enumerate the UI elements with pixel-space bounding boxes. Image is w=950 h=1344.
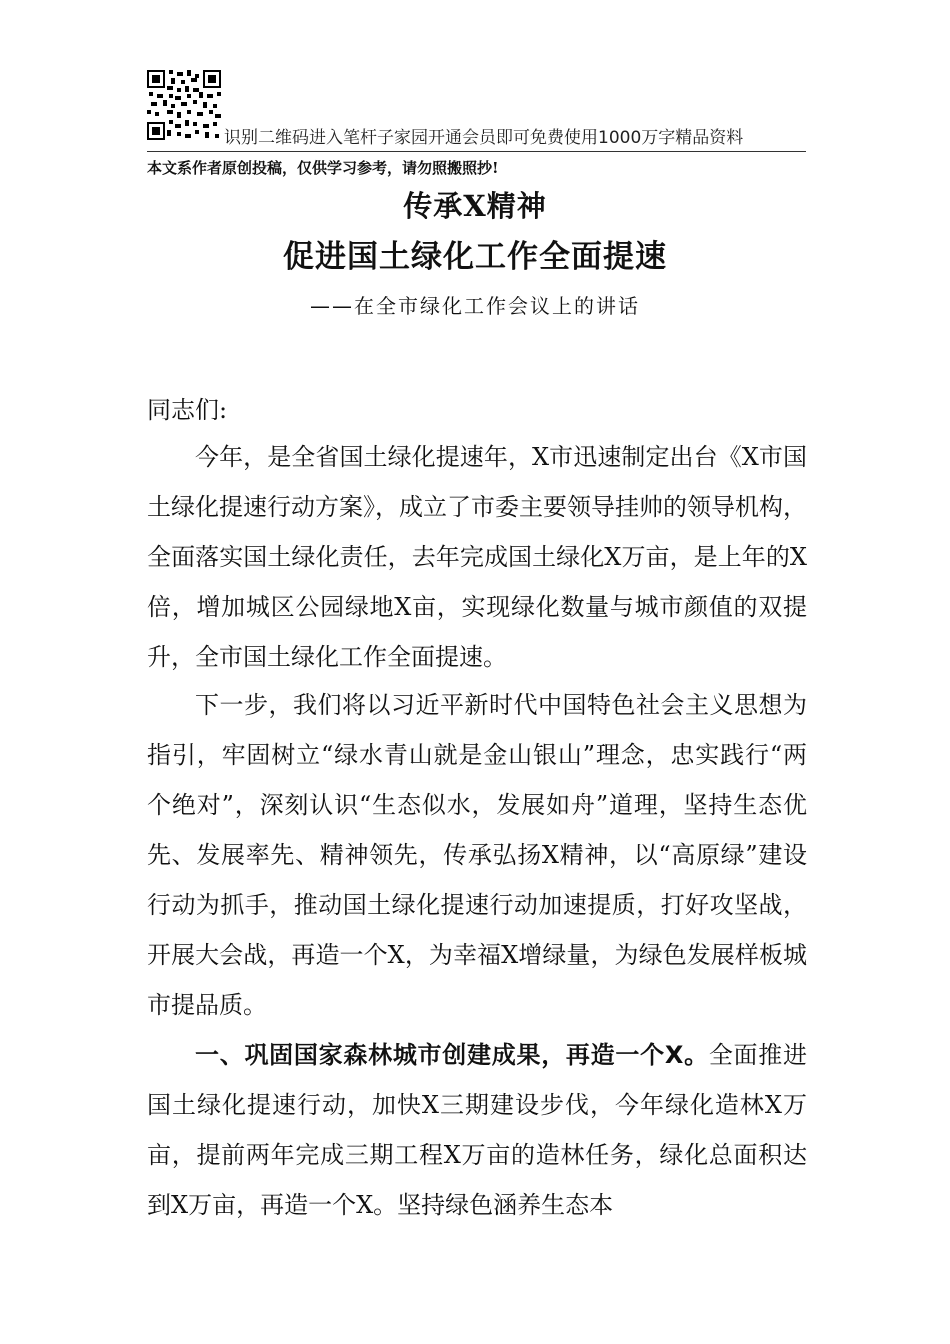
title-line-2: 促进国土绿化工作全面提速	[283, 239, 667, 275]
paragraph-2: 下一步，我们将以习近平新时代中国特色社会主义思想为指引，牢固树立“绿水青山就是金山银山”理念，忠实践行“两个绝对”，深刻认识“生态似水，发展如舟”道理，坚持生态优先、发展率先、精神领先，传承弘扬X精神，以“高原绿”建设行动为抓手，推动国土绿化提速行动加速提质，打好攻坚战，开展大会战，再造一个X，为幸福X增绿量，为绿色发展样板城市提品质。	[147, 691, 807, 1019]
greeting: 同志们:	[147, 396, 228, 424]
qr-code-icon	[147, 70, 221, 140]
paragraph-2-block	[147, 680, 807, 1030]
subtitle: ——在全市绿化工作会议上的讲话	[310, 294, 640, 318]
section-1-paragraph	[147, 1030, 807, 1230]
section-1-heading: 一、巩固国家森林城市创建成果，再造一个X。	[195, 1041, 709, 1069]
header-note: 识别二维码进入笔杆子家园开通会员即可免费使用1000万字精品资料	[224, 128, 744, 148]
section-1-block	[147, 1030, 807, 1230]
title-line-1: 传承X精神	[403, 189, 547, 223]
paragraph-1-block	[147, 432, 807, 682]
section-1-text: 全面推进国土绿化提速行动，加快X三期建设步伐，今年绿化造林X万亩，提前两年完成三期工程X万亩的造林任务，绿化总面积达到X万亩，再造一个X。坚持绿色涵养生态本	[147, 1041, 807, 1219]
copyright-notice: 本文系作者原创投稿，仅供学习参考，请勿照搬照抄!	[147, 159, 499, 177]
paragraph-1: 今年，是全省国土绿化提速年，X市迅速制定出台《X市国土绿化提速行动方案》，成立了市委主要领导挂帅的领导机构，全面落实国土绿化责任，去年完成国土绿化X万亩，是上年的X倍，增加城区公园绿地X亩，实现绿化数量与城市颜值的双提升，全市国土绿化工作全面提速。	[147, 443, 807, 671]
header-divider	[147, 151, 806, 152]
